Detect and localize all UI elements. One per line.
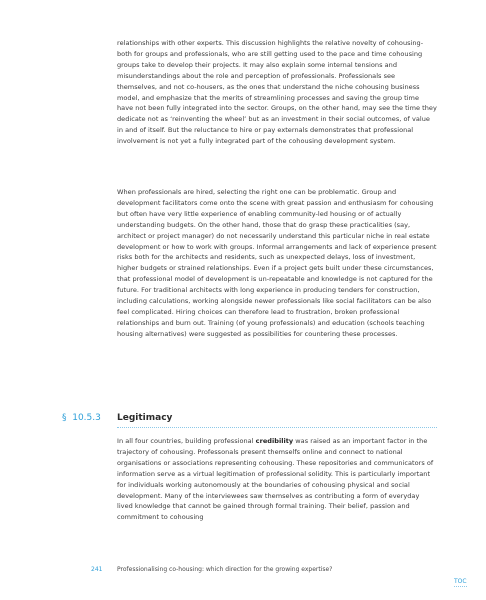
keyword-credibility: credibility <box>255 437 294 445</box>
body-paragraph-2: When professionals are hired, selecting the right one can be problematic. Group and development facilitators come onto the scene with great passion and enthusiasm for cohousing but often have very little experience of enabling community-led housing or of actually understanding budgets. On the other hand, those that do grasp these practicalities (say, architect or project manager) do not necessarily understand this particular niche in real estate development or how to work with groups. Informal arrangements and lack of experience present risks both for the architects and residents, such as unexpected delays, loss of investment, higher budgets or strained relationships. Even if a project gets built under these circumstances, that professional model of development is un-repeatable and knowledge is not captured for the future. For traditional architects with long experience in producing tenders for construction, including calculations, working alongside newer professionals like social facilitators can be also feel complicated. Hiring choices can therefore lead to frustration, broken professional relationships and burn out. Training (of young professionals) and education (schools teaching housing alternatives) were suggested as possibilities for countering these processes. <box>117 188 437 338</box>
body-paragraph-1: relationships with other experts. This discussion highlights the relative novelty of cohousing- both for groups and professionals, who are still getting used to the pace and time cohousing groups take to develop their projects. It may also explain some internal tensions and misunderstandings about the role and perception of professionals. Professionals see themselves, and not co-housers, as the ones that understand the niche cohousing business model, and emphasize that the merits of streamlining processes and saving the group time have not been fully integrated into the sector. Groups, on the other hand, may see the time they dedicate not as ‘reinventing the wheel’ but as an investment in their social outcomes, of value in and of itself. But the reluctance to hire or pay externals demonstrates that professional involvement is not yet a fully integrated part of the cohousing development system. <box>117 39 437 146</box>
section-title: Legitimacy <box>117 413 173 423</box>
section-number: § 10.5.3 <box>62 413 101 423</box>
toc-link[interactable]: TOC <box>454 578 467 585</box>
section-paragraph-start: In all four countries, building professional <box>117 437 256 445</box>
section-paragraph <box>117 436 437 523</box>
section-paragraph-rest: was raised as an important factor in the trajectory of cohousing. Professonals present themselfs online and connect to national organisations or associations representing cohousing. These repositories and communicators of information serve as a virtual legitimation of professional solidity. This is particularly important for individuals working autonomously at the boundaries of cohousing physical and social development. Many of the interviewees saw themselves as contributing a form of everyday lived knowledge that cannot be gained through formal training. Their belief, passion and commitment to cohousing <box>117 437 434 522</box>
running-title: Professionalising co-housing: which direction for the growing expertise? <box>117 566 333 573</box>
section-divider <box>117 427 437 428</box>
page-number: 241 <box>91 566 103 573</box>
